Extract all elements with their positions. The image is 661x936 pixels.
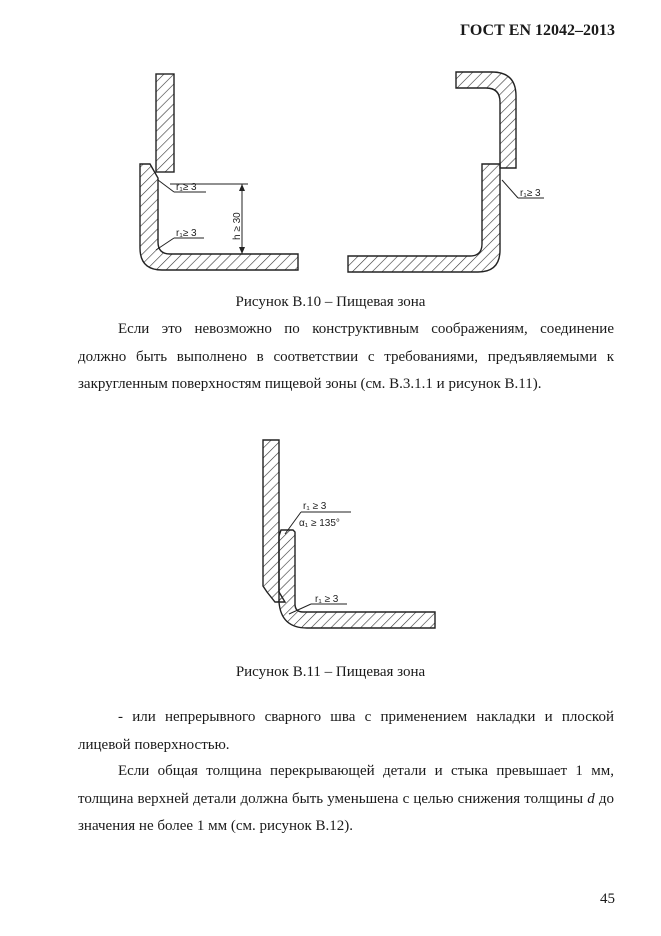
- figure-b11-caption: Рисунок В.11 – Пищевая зона: [235, 664, 426, 680]
- b10-r1-bottom-label: r₁≥ 3: [176, 228, 197, 239]
- b10-right-lower-plate: [348, 164, 500, 272]
- paragraph-3-text-b: до значения не более 1 мм (см. рисунок В.12).: [78, 790, 614, 834]
- b11-alpha-label: α₁ ≥ 135°: [299, 518, 340, 529]
- paragraph-2: - или непрерывного сварного шва с применением накладки и плоской лицевой поверхностью.: [78, 709, 614, 753]
- document-header: ГОСТ EN 12042–2013: [460, 22, 615, 39]
- paragraph-3: [78, 758, 614, 841]
- b11-inner-bent-plate: [279, 530, 435, 628]
- b10-left-bent-plate: [140, 164, 298, 270]
- figure-b10-caption: Рисунок В.10 – Пищевая зона: [235, 294, 426, 310]
- b11-r1-bottom-label: r₁ ≥ 3: [315, 594, 339, 605]
- b10-r1-top-label: r₁≥ 3: [176, 182, 197, 193]
- b10-left-upper-plate: [156, 74, 174, 172]
- b11-r1-top-label: r₁ ≥ 3: [303, 501, 327, 512]
- paragraph-3-text-a: Если общая толщина перекрывающей детали и стыка превышает 1 мм, толщина верхней детали должна быть уменьшена с целью снижения толщины: [78, 763, 614, 807]
- figure-b11-drawing: [255, 436, 445, 646]
- variable-d: d: [587, 790, 595, 807]
- page-number: 45: [600, 891, 615, 907]
- b10-h-label: h ≥ 30: [232, 212, 243, 240]
- figure-b10-drawing: [130, 68, 550, 288]
- b10-right-upper-plate: [456, 72, 516, 168]
- b10-r1-right-label: r₁≥ 3: [520, 188, 541, 199]
- paragraph-1: Если это невозможно по конструктивным соображениям, соединение должно быть выполнено в соответствии с требованиями, предъявляемыми к закругленным поверхностям пищевой зоны (см. В.3.1.1 и рисунок В.11).: [78, 321, 614, 392]
